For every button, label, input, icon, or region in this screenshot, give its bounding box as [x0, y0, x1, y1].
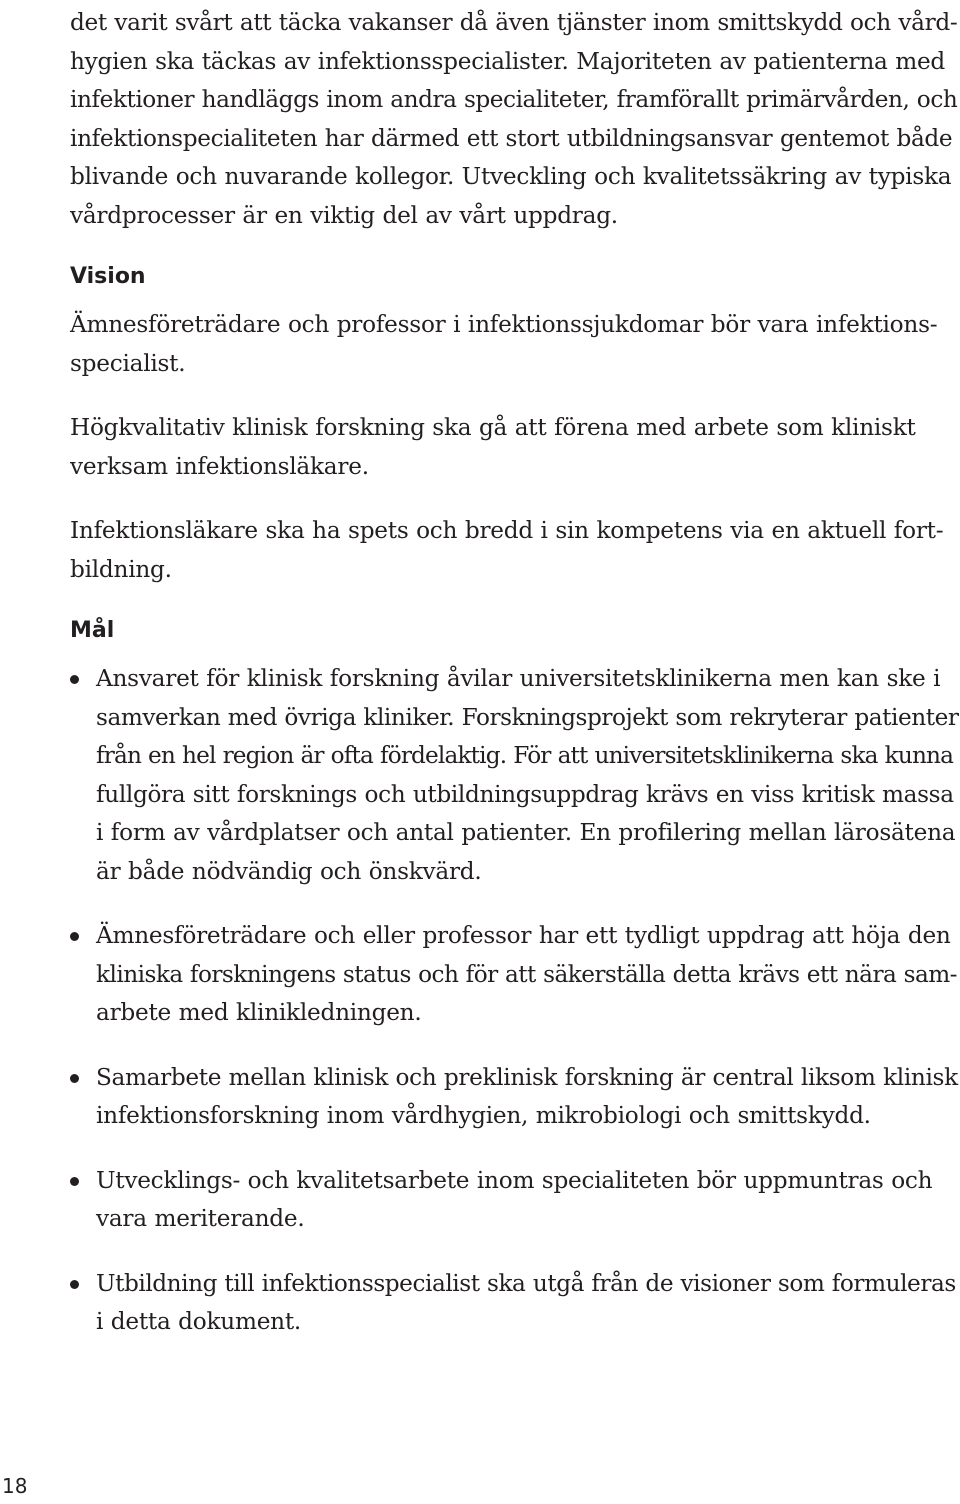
text-line: i detta dokument. [96, 1308, 302, 1335]
page-content [70, 4, 958, 1342]
text-line: från en hel region är ofta fördelaktig. För att universitetsklinikerna ska kunna [96, 742, 954, 769]
mal-bullet-list [70, 660, 958, 1342]
text-line: Ämnesföreträdare och eller professor har ett tydligt uppdrag att höja den [96, 922, 951, 949]
vision-paragraph-2 [70, 409, 958, 486]
bullet-icon [70, 1074, 79, 1083]
text-line: Högkvalitativ klinisk forskning ska gå att förena med arbete som kliniskt [70, 414, 916, 441]
text-line: hygien ska täckas av infektionsspecialister. Majoriteten av patienterna med [70, 47, 946, 75]
list-item [70, 917, 958, 1033]
bullet-icon [70, 1280, 79, 1289]
text-line: specialist. [70, 349, 186, 377]
text-line: är både nödvändig och önskvärd. [96, 857, 482, 885]
list-item [70, 1162, 958, 1239]
text-line: bildning. [70, 555, 172, 583]
text-line: verksam infektionsläkare. [70, 452, 369, 480]
vision-paragraph-1 [70, 306, 958, 383]
bullet-icon [70, 1177, 79, 1186]
bullet-icon [70, 675, 79, 684]
list-item [70, 1265, 958, 1342]
text-line: samverkan med övriga kliniker. Forskningsprojekt som rekryterar patienter [96, 703, 959, 731]
list-item [70, 660, 958, 891]
text-line: i form av vårdplatser och antal patienter. En profilering mellan lärosätena [96, 819, 956, 846]
bullet-icon [70, 932, 79, 941]
text-line: infektionspecialiteten har därmed ett stort utbildningsansvar gentemot både [70, 124, 953, 152]
text-line: infektioner handläggs inom andra specialiteter, framförallt primärvården, och [70, 86, 958, 113]
text-line: Ansvaret för klinisk forskning åvilar universitetsklinikerna men kan ske i [96, 665, 941, 692]
text-line: Utbildning till infektionsspecialist ska utgå från de visioner som formuleras [96, 1269, 956, 1297]
vision-heading: Vision [70, 264, 146, 289]
text-line: det varit svårt att täcka vakanser då även tjänster inom smittskydd och vård- [70, 9, 958, 36]
text-line: arbete med klinikledningen. [96, 999, 422, 1026]
text-line: Ämnesföreträdare och professor i infektionssjukdomar bör vara infektions- [70, 311, 938, 338]
intro-paragraph [70, 4, 958, 235]
mal-heading: Mål [70, 618, 115, 643]
text-line: blivande och nuvarande kollegor. Utveckling och kvalitetssäkring av typiska [70, 163, 952, 190]
text-line: Utvecklings- och kvalitetsarbete inom specialiteten bör uppmuntras och [96, 1166, 933, 1194]
text-line: kliniska forskningens status och för att säkerställa detta krävs ett nära sam- [96, 960, 957, 988]
list-item [70, 1059, 958, 1136]
page-number: 18 [2, 1474, 28, 1498]
text-line: vara meriterande. [96, 1205, 305, 1232]
text-line: Samarbete mellan klinisk och preklinisk forskning är central liksom klinisk [96, 1063, 958, 1091]
text-line: fullgöra sitt forsknings och utbildningsuppdrag krävs en viss kritisk massa [96, 780, 954, 808]
vision-paragraph-3 [70, 512, 958, 589]
text-line: infektionsforskning inom vårdhygien, mikrobiologi och smittskydd. [96, 1102, 871, 1129]
text-line: Infektionsläkare ska ha spets och bredd i sin kompetens via en aktuell fort- [70, 517, 944, 544]
text-line: vårdprocesser är en viktig del av vårt uppdrag. [70, 201, 618, 229]
